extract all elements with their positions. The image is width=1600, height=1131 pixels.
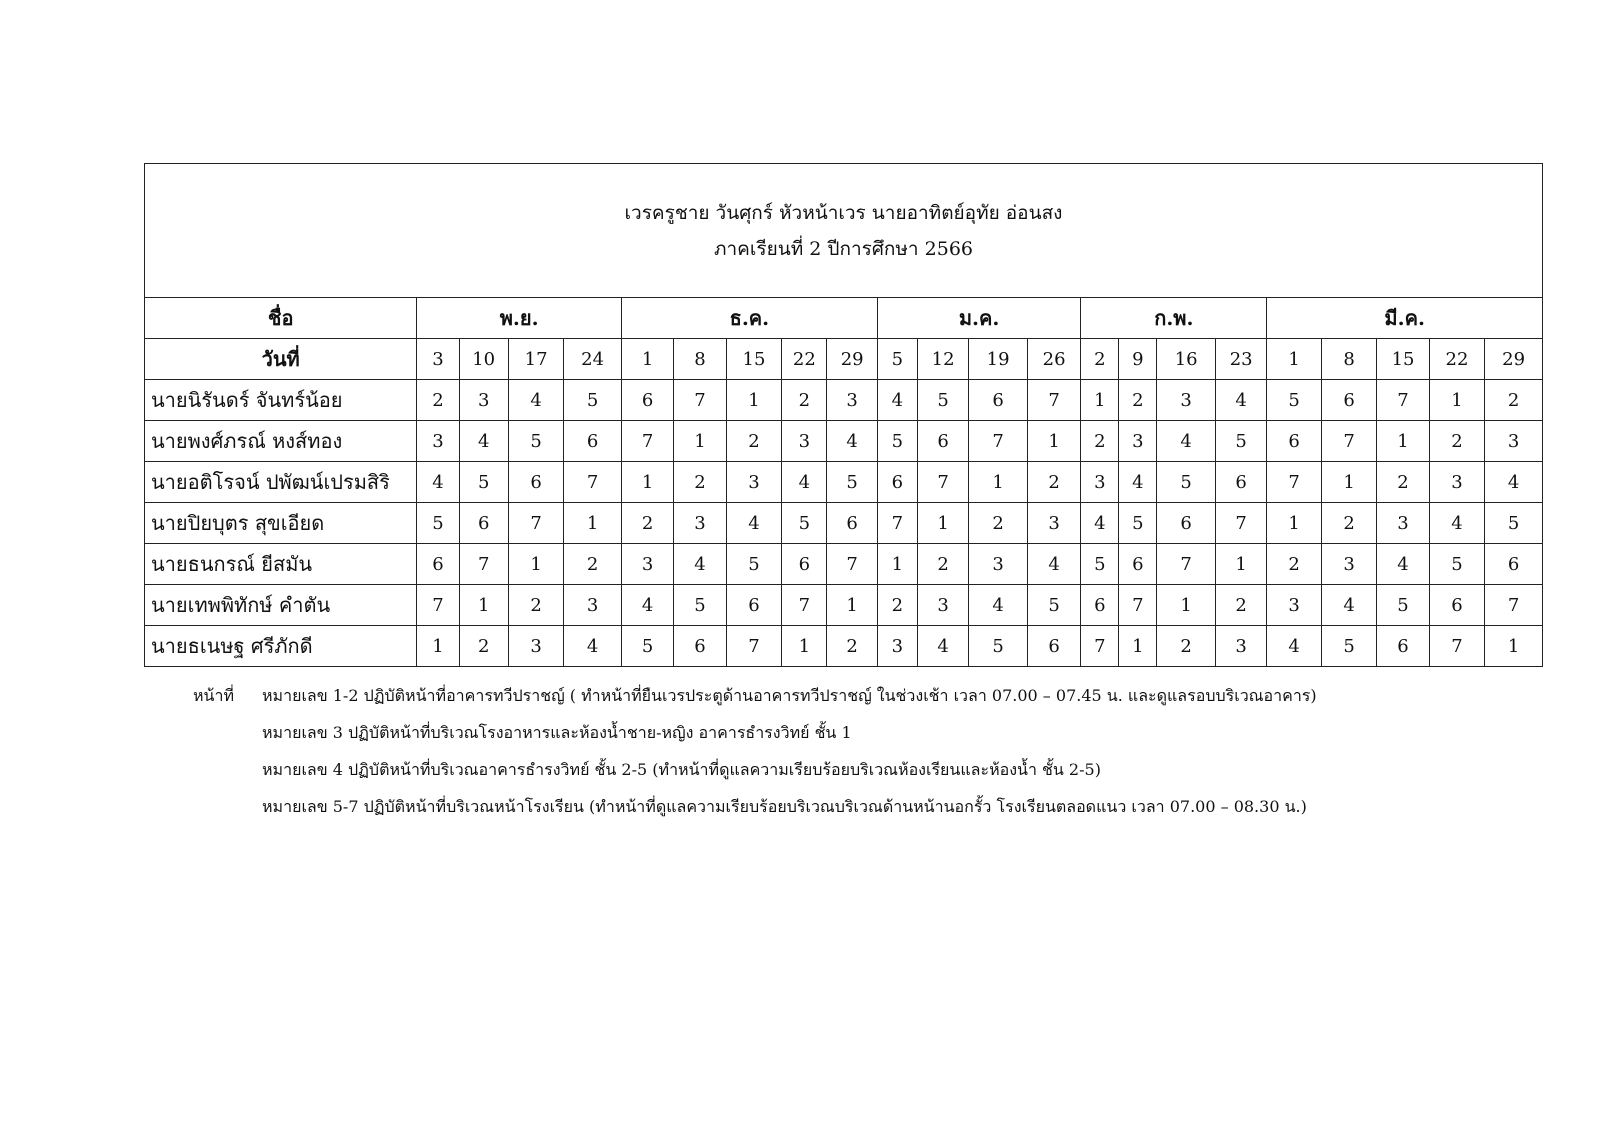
month-header: ก.พ. <box>1081 298 1267 339</box>
duty-number-cell: 2 <box>917 544 968 585</box>
duty-number-cell: 6 <box>877 462 917 503</box>
duty-number-cell: 3 <box>459 380 508 421</box>
duty-number-cell: 2 <box>1157 626 1216 667</box>
duty-number-cell: 5 <box>1027 585 1080 626</box>
duty-number-cell: 6 <box>1157 503 1216 544</box>
duty-number-cell: 7 <box>459 544 508 585</box>
month-header: ม.ค. <box>877 298 1080 339</box>
duty-number-cell: 3 <box>674 503 726 544</box>
duty-number-cell: 4 <box>459 421 508 462</box>
duty-number-cell: 6 <box>782 544 827 585</box>
duty-number-cell: 4 <box>1267 626 1321 667</box>
table-row <box>145 380 1543 421</box>
duty-number-cell: 6 <box>1429 585 1485 626</box>
table-row <box>145 421 1543 462</box>
duty-number-cell: 1 <box>621 462 673 503</box>
duty-number-cell: 2 <box>621 503 673 544</box>
table-row <box>145 503 1543 544</box>
duty-number-cell: 1 <box>1081 380 1119 421</box>
duty-number-cell: 3 <box>1157 380 1216 421</box>
duty-number-cell: 5 <box>1267 380 1321 421</box>
duty-number-cell: 1 <box>782 626 827 667</box>
duty-number-cell: 1 <box>877 544 917 585</box>
date-cell: 26 <box>1027 339 1080 380</box>
duty-number-cell: 6 <box>1027 626 1080 667</box>
date-cell: 22 <box>1429 339 1485 380</box>
date-cell: 1 <box>621 339 673 380</box>
month-header: มี.ค. <box>1267 298 1543 339</box>
date-cell: 10 <box>459 339 508 380</box>
duty-number-cell: 3 <box>564 585 622 626</box>
duty-number-cell: 1 <box>1215 544 1266 585</box>
date-cell: 22 <box>782 339 827 380</box>
duty-number-cell: 1 <box>1377 421 1429 462</box>
date-cell: 9 <box>1119 339 1157 380</box>
duty-number-cell: 2 <box>1081 421 1119 462</box>
duty-number-cell: 7 <box>417 585 459 626</box>
duty-number-cell: 7 <box>877 503 917 544</box>
teacher-name: นายพงศ์ภรณ์ หงส์ทอง <box>145 421 417 462</box>
date-cell: 1 <box>1267 339 1321 380</box>
duty-number-cell: 6 <box>508 462 564 503</box>
month-header-row <box>145 298 1543 339</box>
duty-number-cell: 2 <box>1027 462 1080 503</box>
duty-number-cell: 7 <box>1157 544 1216 585</box>
teacher-name: นายธนกรณ์ ยีสมัน <box>145 544 417 585</box>
duty-number-cell: 6 <box>1267 421 1321 462</box>
name-column-header: ชื่อ <box>145 298 417 339</box>
duty-number-cell: 6 <box>917 421 968 462</box>
duty-number-cell: 1 <box>1157 585 1216 626</box>
duty-number-cell: 3 <box>969 544 1028 585</box>
duty-number-cell: 7 <box>1377 380 1429 421</box>
duty-number-cell: 5 <box>1215 421 1266 462</box>
duty-number-cell: 3 <box>877 626 917 667</box>
duty-number-cell: 3 <box>1027 503 1080 544</box>
duty-number-cell: 1 <box>827 585 877 626</box>
duty-number-cell: 7 <box>1119 585 1157 626</box>
duty-number-cell: 3 <box>1081 462 1119 503</box>
date-cell: 3 <box>417 339 459 380</box>
note-line: หมายเลข 1-2 ปฏิบัติหน้าที่อาคารทวีปราชญ์ ( ทำหน้าที่ยืนเวรประตูด้านอาคารทวีปราชญ์ ในช่วงเช้า เวลา 07.00 – 07.45 น. และดูแลรอบบริเวณอาคาร) <box>262 686 1317 705</box>
notes-label: หน้าที่ <box>193 686 235 705</box>
duty-number-cell: 2 <box>564 544 622 585</box>
roster-table <box>144 297 1543 667</box>
duty-number-cell: 7 <box>1027 380 1080 421</box>
duty-number-cell: 2 <box>877 585 917 626</box>
duty-number-cell: 7 <box>969 421 1028 462</box>
duty-number-cell: 4 <box>1215 380 1266 421</box>
duty-number-cell: 2 <box>827 626 877 667</box>
table-row <box>145 462 1543 503</box>
duty-number-cell: 2 <box>1321 503 1377 544</box>
duty-number-cell: 1 <box>726 380 782 421</box>
duty-number-cell: 1 <box>508 544 564 585</box>
duty-number-cell: 5 <box>1321 626 1377 667</box>
duty-number-cell: 2 <box>1267 544 1321 585</box>
duty-number-cell: 5 <box>564 380 622 421</box>
duty-number-cell: 2 <box>417 380 459 421</box>
duty-number-cell: 6 <box>1081 585 1119 626</box>
duty-number-cell: 1 <box>564 503 622 544</box>
duty-number-cell: 2 <box>1485 380 1543 421</box>
duty-number-cell: 6 <box>1321 380 1377 421</box>
duty-number-cell: 4 <box>1321 585 1377 626</box>
note-line: หมายเลข 5-7 ปฏิบัติหน้าที่บริเวณหน้าโรงเรียน (ทำหน้าที่ดูแลความเรียบร้อยบริเวณบริเวณด้านหน้านอกรั้ว โรงเรียนตลอดแนว เวลา 07.00 – 08.30 น.) <box>262 797 1307 816</box>
duty-number-cell: 1 <box>1429 380 1485 421</box>
duty-number-cell: 7 <box>1267 462 1321 503</box>
duty-number-cell: 5 <box>969 626 1028 667</box>
duty-number-cell: 2 <box>508 585 564 626</box>
duty-number-cell: 4 <box>1429 503 1485 544</box>
duty-number-cell: 2 <box>969 503 1028 544</box>
duty-number-cell: 6 <box>564 421 622 462</box>
date-cell: 8 <box>1321 339 1377 380</box>
duty-number-cell: 2 <box>1215 585 1266 626</box>
duty-number-cell: 6 <box>1215 462 1266 503</box>
table-row <box>145 544 1543 585</box>
date-cell: 15 <box>1377 339 1429 380</box>
duty-number-cell: 3 <box>1429 462 1485 503</box>
duty-number-cell: 4 <box>417 462 459 503</box>
duty-number-cell: 5 <box>1119 503 1157 544</box>
duty-number-cell: 1 <box>674 421 726 462</box>
duty-number-cell: 3 <box>782 421 827 462</box>
date-cell: 15 <box>726 339 782 380</box>
date-cell: 29 <box>827 339 877 380</box>
duty-number-cell: 5 <box>726 544 782 585</box>
duty-number-cell: 6 <box>1377 626 1429 667</box>
teacher-name: นายอติโรจน์ ปพัฒน์เปรมสิริ <box>145 462 417 503</box>
duty-number-cell: 6 <box>459 503 508 544</box>
date-cell: 16 <box>1157 339 1216 380</box>
table-row <box>145 585 1543 626</box>
date-cell: 2 <box>1081 339 1119 380</box>
duty-number-cell: 6 <box>674 626 726 667</box>
duty-number-cell: 3 <box>917 585 968 626</box>
duty-number-cell: 3 <box>1267 585 1321 626</box>
duty-number-cell: 4 <box>621 585 673 626</box>
duty-number-cell: 4 <box>726 503 782 544</box>
duty-number-cell: 7 <box>1485 585 1543 626</box>
duty-number-cell: 6 <box>1119 544 1157 585</box>
duty-number-cell: 1 <box>1119 626 1157 667</box>
duty-number-cell: 4 <box>917 626 968 667</box>
duty-number-cell: 7 <box>1215 503 1266 544</box>
date-cell: 23 <box>1215 339 1266 380</box>
duty-number-cell: 3 <box>417 421 459 462</box>
duty-number-cell: 5 <box>1485 503 1543 544</box>
note-line: หมายเลข 3 ปฏิบัติหน้าที่บริเวณโรงอาหารและห้องน้ำชาย-หญิง อาคารธำรงวิทย์ ชั้น 1 <box>262 723 852 742</box>
duty-number-cell: 5 <box>1157 462 1216 503</box>
duty-number-cell: 5 <box>827 462 877 503</box>
duty-number-cell: 1 <box>1027 421 1080 462</box>
duty-number-cell: 1 <box>459 585 508 626</box>
duty-number-cell: 7 <box>564 462 622 503</box>
duty-number-cell: 6 <box>827 503 877 544</box>
date-cell: 24 <box>564 339 622 380</box>
duty-number-cell: 5 <box>1377 585 1429 626</box>
teacher-name: นายธเนษฐ ศรีภักดี <box>145 626 417 667</box>
duty-number-cell: 5 <box>459 462 508 503</box>
duty-number-cell: 4 <box>674 544 726 585</box>
table-row <box>145 626 1543 667</box>
note-line: หมายเลข 4 ปฏิบัติหน้าที่บริเวณอาคารธำรงวิทย์ ชั้น 2-5 (ทำหน้าที่ดูแลความเรียบร้อยบริเวณห้องเรียนและห้องน้ำ ชั้น 2-5) <box>262 760 1101 779</box>
duty-number-cell: 2 <box>1377 462 1429 503</box>
teacher-name: นายนิรันดร์ จันทร์น้อย <box>145 380 417 421</box>
duty-number-cell: 3 <box>1321 544 1377 585</box>
duty-number-cell: 6 <box>1485 544 1543 585</box>
teacher-name: นายปิยบุตร สุขเอียด <box>145 503 417 544</box>
duty-number-cell: 3 <box>827 380 877 421</box>
duty-number-cell: 7 <box>827 544 877 585</box>
duty-number-cell: 4 <box>782 462 827 503</box>
duty-number-cell: 4 <box>877 380 917 421</box>
duty-number-cell: 1 <box>917 503 968 544</box>
duty-number-cell: 4 <box>969 585 1028 626</box>
duty-number-cell: 7 <box>1081 626 1119 667</box>
duty-number-cell: 6 <box>621 380 673 421</box>
date-cell: 12 <box>917 339 968 380</box>
duty-number-cell: 1 <box>1267 503 1321 544</box>
duty-number-cell: 3 <box>1215 626 1266 667</box>
duty-number-cell: 7 <box>726 626 782 667</box>
duty-number-cell: 3 <box>621 544 673 585</box>
duty-number-cell: 1 <box>417 626 459 667</box>
duty-number-cell: 2 <box>782 380 827 421</box>
duty-number-cell: 7 <box>782 585 827 626</box>
duty-number-cell: 5 <box>782 503 827 544</box>
duty-number-cell: 4 <box>508 380 564 421</box>
duty-number-cell: 1 <box>1485 626 1543 667</box>
duty-number-cell: 7 <box>674 380 726 421</box>
duty-number-cell: 2 <box>726 421 782 462</box>
duty-number-cell: 5 <box>417 503 459 544</box>
duty-number-cell: 2 <box>1429 421 1485 462</box>
date-cell: 29 <box>1485 339 1543 380</box>
title-box <box>144 163 1543 297</box>
duty-number-cell: 6 <box>969 380 1028 421</box>
duty-number-cell: 4 <box>1157 421 1216 462</box>
date-header-row <box>145 339 1543 380</box>
duty-number-cell: 2 <box>1119 380 1157 421</box>
duty-number-cell: 3 <box>1119 421 1157 462</box>
duty-number-cell: 5 <box>917 380 968 421</box>
duty-number-cell: 7 <box>1321 421 1377 462</box>
duty-roster-sheet <box>144 163 1543 667</box>
duty-number-cell: 7 <box>621 421 673 462</box>
duty-number-cell: 2 <box>674 462 726 503</box>
duty-number-cell: 5 <box>877 421 917 462</box>
teacher-name: นายเทพพิทักษ์ คำตัน <box>145 585 417 626</box>
duty-number-cell: 3 <box>508 626 564 667</box>
duty-number-cell: 4 <box>1081 503 1119 544</box>
duty-number-cell: 7 <box>1429 626 1485 667</box>
roster-subtitle: ภาคเรียนที่ 2 ปีการศึกษา 2566 <box>713 237 973 260</box>
date-cell: 5 <box>877 339 917 380</box>
duty-number-cell: 3 <box>1485 421 1543 462</box>
duty-number-cell: 5 <box>508 421 564 462</box>
duty-number-cell: 5 <box>621 626 673 667</box>
duty-number-cell: 4 <box>1485 462 1543 503</box>
duty-number-cell: 7 <box>917 462 968 503</box>
duty-number-cell: 4 <box>564 626 622 667</box>
month-header: ธ.ค. <box>621 298 877 339</box>
duty-number-cell: 4 <box>1027 544 1080 585</box>
duty-number-cell: 3 <box>1377 503 1429 544</box>
duty-number-cell: 1 <box>969 462 1028 503</box>
duty-number-cell: 6 <box>726 585 782 626</box>
date-cell: 8 <box>674 339 726 380</box>
duty-number-cell: 3 <box>726 462 782 503</box>
date-cell: 19 <box>969 339 1028 380</box>
duty-number-cell: 4 <box>827 421 877 462</box>
duty-number-cell: 1 <box>1321 462 1377 503</box>
duty-number-cell: 4 <box>1119 462 1157 503</box>
duty-number-cell: 7 <box>508 503 564 544</box>
duty-number-cell: 5 <box>1429 544 1485 585</box>
duty-number-cell: 5 <box>1081 544 1119 585</box>
date-cell: 17 <box>508 339 564 380</box>
duty-number-cell: 2 <box>459 626 508 667</box>
roster-title: เวรครูชาย วันศุกร์ หัวหน้าเวร นายอาทิตย์อุทัย อ่อนสง <box>624 201 1063 224</box>
month-header: พ.ย. <box>417 298 622 339</box>
date-row-label: วันที่ <box>145 339 417 380</box>
duty-number-cell: 4 <box>1377 544 1429 585</box>
duty-number-cell: 5 <box>674 585 726 626</box>
duty-number-cell: 6 <box>417 544 459 585</box>
